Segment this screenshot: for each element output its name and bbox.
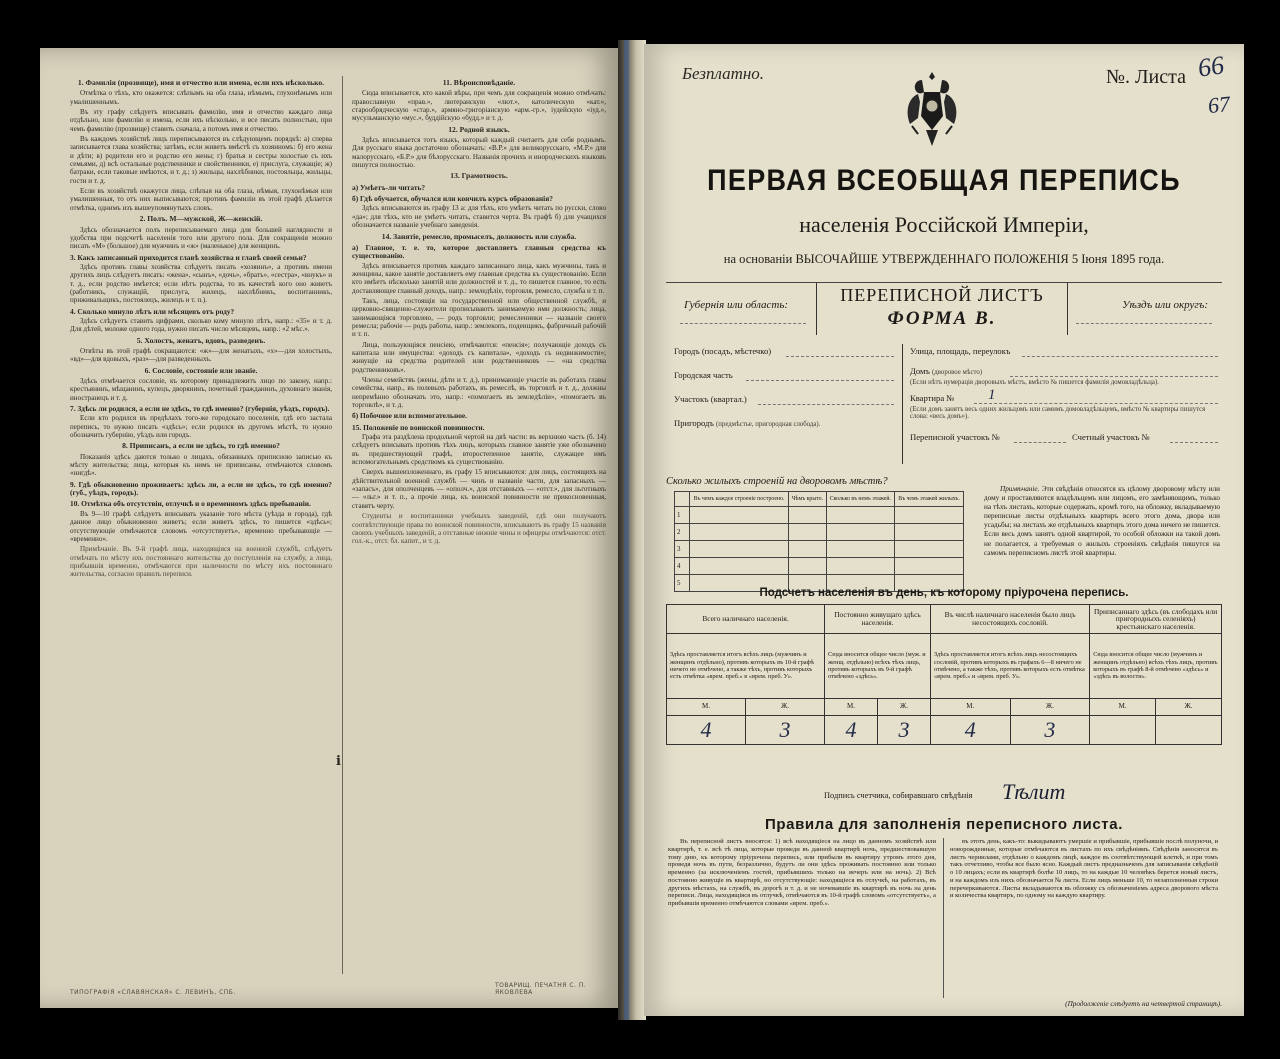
pop-header-peasant: Приписаннаго здѣсь (въ слободахъ или пригородныхъ селеніяхъ) крестьянскаго населенія. xyxy=(1090,605,1222,634)
heading-q10: 10. Отмѣтка объ отсутствіи, отлучкѣ и о временномъ здѣсь пребываніи. xyxy=(70,499,311,509)
para: Графа эта раздѣлена продольной чертой на двѣ части: въ верхнюю часть (б. 14) слѣдуетъ вписывать противъ тѣхъ лицъ, которыхъ главное занятіе уже обозначено въ предшествующей графѣ, второстепенное занятіе, служащее имъ вспомогательнымъ средствомъ къ существованію. xyxy=(352,433,606,467)
para: Студенты и воспитанники учебныхъ заведеній, гдѣ они получаютъ соотвѣтствующіе права по воинской повинности, вписываютъ въ графу 15 названія своихъ учебныхъ заведеній, а отставные нижніе чины и офицеры отмѣчаются: отст. гол.-к., отст. бл. капит., и т. д. xyxy=(352,512,606,546)
para: Если кто родился въ предѣлахъ того-же городскаго поселенія, гдѣ его застала перепись, то нужно писать «здѣсь»; если родился въ другомъ мѣстѣ, то нужно обозначить губернію, уѣздъ или городъ. xyxy=(70,414,332,440)
heading-q14: 14. Занятіе, ремесло, промыселъ, должность или служба. xyxy=(381,231,577,241)
heading-q11: 11. Вѣроисповѣданіе. xyxy=(442,78,516,87)
census-subtitle: населенія Россійской Имперіи, xyxy=(799,212,1089,237)
row-number: 4 xyxy=(675,558,690,575)
rules-column-1 xyxy=(668,838,936,996)
book-spine xyxy=(618,40,646,1020)
heading-q7: 7. Здѣсь ли родился, а если не здѣсь, то гдѣ именно? (губернія, уѣздъ, городъ). xyxy=(70,404,330,414)
houses-row xyxy=(675,524,964,541)
para: Здѣсь вписываются въ графу 13 а: для тѣхъ, кто умѣетъ читать по русски, слово «да»; для тѣхъ, кто не умѣетъ читать, ставится черта. Въ графѣ б) для учащихся обозначается названіе учебнаго заведенія. xyxy=(352,204,606,230)
cell[interactable] xyxy=(826,558,894,575)
printer-imprint-right: ТОВАРИЩ. ПЕЧАТНЯ С. П. ЯКОВЛЕВА xyxy=(495,982,587,996)
para: Въ каждомъ хозяйствѣ лицъ переписываются въ слѣдующемъ порядкѣ: а) сперва записывается глава хозяйства; затѣмъ, если живетъ вмѣстѣ съ хозяиномъ: б) его жена и дѣти; в) родители его и родство его жены; г) братья и сестры холостые съ ихъ семьями, д) всѣ остальные родственники и свойственники, е) прислуга, служащіе; ж) батраки, если таковые имѣются, и т. д.; з) жильцы, нахлѣбники, постояльцы, жильцы, гости и т. д. xyxy=(70,135,332,185)
cell[interactable] xyxy=(690,507,789,524)
street-fill[interactable] xyxy=(1022,356,1218,357)
sheet-number-handwritten-2: 67 xyxy=(1206,90,1232,119)
cell[interactable] xyxy=(788,507,826,524)
houses-row xyxy=(675,507,964,524)
para: Если въ хозяйствѣ окажутся лица, слѣпыя на оба глаза, нѣмыя, глухонѣмыя или умалишенныя, то отъ них выписываются; противъ фамиліи въ этой графѣ дѣлается отмѣтка, однимъ изъ вышеупомянутыхъ словъ. xyxy=(70,187,332,212)
spine-edge xyxy=(624,40,629,1020)
count-total-female[interactable]: 3 xyxy=(746,716,825,745)
para: Здѣсь отмѣчается сословіе, къ которому принадлежитъ лицо по закону, напр.: крестьянинъ, мѣщанинъ, купецъ, дворянинъ, почетный гражданинъ, духовнаго званія, иностранецъ и т. д. xyxy=(70,377,332,402)
printer-imprint-left: ТИПОГРАФІЯ «СЛАВЯНСКАЯ» С. ЛЕВИНЪ, СПБ. xyxy=(70,989,236,996)
cell[interactable] xyxy=(895,558,964,575)
count-section-fill[interactable] xyxy=(1170,442,1218,443)
house-fill[interactable] xyxy=(1010,376,1218,377)
left-column-1 xyxy=(70,76,332,974)
population-table xyxy=(666,604,1222,745)
para: Здѣсь вписывается тотъ языкъ, который каждый считаетъ для себя роднымъ. Для русскаго языка достаточно обозначать: «В.Р.» для великорусскаго, «М.Р.» для малорусскаго, «Б.Р.» для бѣлорусскаго. Названія прочихъ и инородческихъ языковъ пишутся полностью. xyxy=(352,136,606,170)
province-label: Губернія или область: xyxy=(684,299,789,311)
para: Члены семействъ (жены, дѣти и т. д.), принимающіе участіе въ работахъ главы семейства, напр., въ полевыхъ работахъ, въ ремеслѣ, въ торговлѣ и т. д., должны непремѣнно обозначать это, напр.: «помогаетъ въ земледѣліи», «помогаетъ въ торговлѣ», и т. д. xyxy=(352,376,606,410)
section-fill[interactable] xyxy=(758,404,894,405)
suburb-note: (предмѣстье, пригородная слобода). xyxy=(716,421,821,428)
count-nonestate-female[interactable]: 3 xyxy=(1010,716,1090,745)
houses-question: Сколько жилыхъ строеній на дворовомъ мѣстѣ? xyxy=(666,476,888,487)
houses-note xyxy=(984,485,1220,558)
suburb-text: Пригородъ xyxy=(674,418,714,428)
apartment-fill[interactable] xyxy=(974,403,1218,404)
rules-title: Правила для заполненія переписного листа. xyxy=(765,816,1123,833)
house-text: Домъ xyxy=(910,366,930,376)
cell[interactable] xyxy=(788,524,826,541)
column-divider xyxy=(342,76,343,974)
heading-q6: 6. Сословіе, состояніе или званіе. xyxy=(144,365,258,375)
cell[interactable] xyxy=(690,541,789,558)
heading-q13: 13. Грамотность. xyxy=(450,171,508,181)
double-headed-eagle-icon xyxy=(904,68,960,150)
houses-table xyxy=(674,491,964,592)
census-section-label: Переписной участокъ № xyxy=(910,432,1000,442)
cell[interactable] xyxy=(895,524,964,541)
female-label: Ж. xyxy=(746,699,825,716)
population-title: Подсчетъ населенія въ день, къ которому пріурочена перепись. xyxy=(759,587,1129,599)
house-label xyxy=(910,366,982,376)
suburb-label xyxy=(674,418,820,428)
cell[interactable] xyxy=(826,541,894,558)
heading-q8: 8. Приписанъ, а если не здѣсь, то гдѣ именно? xyxy=(122,441,280,451)
heading-q4: 4. Сколько минуло лѣтъ или мѣсяцевъ отъ роду? xyxy=(70,306,235,316)
para: Отмѣтка о тѣхъ, кто окажется: слѣпымъ на оба глаза, нѣмымъ, глухонѣмымъ или умалишеннымъ. xyxy=(70,89,332,106)
sheet-number-handwritten: 66 xyxy=(1196,50,1226,83)
heading-q14b: б) Побочное или вспомогательное. xyxy=(352,411,468,421)
heading-q1: 1. Фамилія (прозвище), имя и отчество или имена, если ихъ нѣсколько. xyxy=(77,78,325,87)
pop-desc: Сюда вносится общее число (муж. и женщ. отдѣльно) всѣхъ тѣхъ лицъ, противъ которыхъ въ 9-й графѣ отмѣчено «здѣсь». xyxy=(825,634,931,699)
right-page-form xyxy=(644,44,1244,1016)
city-part-label: Городская часть xyxy=(674,370,733,380)
section-label: Участокъ (квартал.) xyxy=(674,394,747,404)
apartment-label: Квартира № xyxy=(910,393,955,403)
house-hint: (Если нѣтъ нумерація дворовыхъ мѣстъ, вмѣсто № пишется фамилія домовладѣльца). xyxy=(910,379,1159,386)
para: Здѣсь вписывается противъ каждаго записаннаго лица, какъ мужчины, такъ и женщины, какое занятіе доставляетъ ему главныя средства къ существованію. Если кто имѣетъ нѣсколько занятій или должностей и т. д., то пишется главное, то есть доставляющее главный доходъ, напр.: земледѣліе, торговля, ремесло, служба и т. п. xyxy=(352,261,606,295)
note-head: Примѣчаніе. xyxy=(1000,485,1040,493)
female-label: Ж. xyxy=(1155,699,1221,716)
para: Здѣсь обозначается полъ переписываемаго лица для большей наглядности и удобства при подсчетѣ населенія того или другого пола. Для сокращенія можно писать «М» (большое) для мужчинъ и «ж» (маленькое) для женщинъ. xyxy=(70,225,332,251)
row-number: 3 xyxy=(675,541,690,558)
census-section-fill[interactable] xyxy=(1014,442,1066,443)
left-column-2 xyxy=(352,76,606,974)
para: Примѣчаніе. Въ 9-й графѣ лица, находящіяся на военной службѣ, слѣдуетъ отмѣчать по мѣсту ихъ постояннаго жительства до поступленія на службу, а лица, прибывшія временно, отмѣчаются при наличности по мѣсту ихъ постояннаго жительства, согласно правилъ переписи. xyxy=(70,545,332,579)
male-label: М. xyxy=(931,699,1011,716)
houses-header: Въ чемъ каждое строеніе построено. xyxy=(690,492,789,507)
rules-text: Въ переписной листъ вносятся: 1) всѣ находящіеся на лицо въ данномъ хозяйствѣ или квартирѣ, т. е. всѣ тѣ лица, которые проведи въ данной квартирѣ ночь, предшествовавшую тому дню, къ которому пріурочена перепись, или прибыли въ квартиру утромъ этого дня, проведя ночь въ пути, безразлично, будутъ ли они здѣсь проживать постоянно или только временно (за исключеніемъ гостей, прибывшихъ только на вечеръ или на ночь). 2) Всѣ постоянно живущіе въ квартирѣ, но отсутствующіе: находящіеся въ отлучкѣ, на работахъ, въ другихъ мѣстахъ, на службѣ, въ дорогѣ и т. д. и не ночевавшіе въ квартирѣ въ ночь на день переписи. Лица, находящіяся въ отлучкѣ, отмѣчаются въ 10-й графѣ словомъ «отсутствуетъ», а прибывшія временно отмѣчаются словами «врем. преб.». xyxy=(668,838,936,907)
houses-header: Въ чемъ этажей жилыхъ. xyxy=(895,492,964,507)
heading-q13b: б) Гдѣ обучается, обучался или кончилъ курсъ образованія? xyxy=(352,194,553,204)
count-section-label: Счетный участокъ № xyxy=(1072,432,1150,442)
para: Такъ, лица, состоящія на государственной или общественной службѣ, и церковно-священно-служители прописываютъ занимаемую ими должность; лица, занимающіяся торговлею, — родъ торговли; ремесленники — названіе своего ремесла; рабочіе — родъ работы, напр.: землекопъ, поденщикъ, фабричный рабочій и т. п. xyxy=(352,296,606,339)
house-note: (дворовое мѣсто) xyxy=(932,369,983,376)
free-label: Безплатно. xyxy=(682,64,765,83)
sheet-number-label: №. Листа xyxy=(1105,66,1186,88)
count-peasant-female[interactable] xyxy=(1155,716,1221,745)
para: Показанія здѣсь даются только о лицахъ, обязанныхъ приписною записью къ мѣсту жительства; лица, которыя къ нимъ не приписаны, отмѣчаются словомъ «нигдѣ». xyxy=(70,452,332,478)
town-label: Городъ (посадъ, мѣстечко) xyxy=(674,346,772,356)
heading-q9: 9. Гдѣ обыкновенно проживаетъ: здѣсь ли, а если не здѣсь, то гдѣ именно? (губ., уѣздъ, городъ). xyxy=(70,479,332,498)
heading-q14a: а) Главное, т. е. то, которое доставляетъ главныя средства къ существованію. xyxy=(352,242,606,261)
count-nonestate-male[interactable]: 4 xyxy=(931,716,1011,745)
form-subtitle: ФОРМА В. xyxy=(887,308,997,329)
district-fill[interactable] xyxy=(1076,323,1212,324)
row-number: 5 xyxy=(675,575,690,592)
census-title: ПЕРВАЯ ВСЕОБЩАЯ ПЕРЕПИСЬ xyxy=(707,164,1181,197)
cell[interactable] xyxy=(826,507,894,524)
left-page-instructions xyxy=(40,48,620,1008)
district-label: Уѣздъ или округъ: xyxy=(1122,299,1208,311)
cell[interactable] xyxy=(788,541,826,558)
heading-q2: 2. Полъ. М—мужской, Ж—женскій. xyxy=(139,214,263,224)
enumerator-signature: Тѣлит xyxy=(1002,779,1066,804)
para: Отвѣты въ этой графѣ сокращаются: «ж»—для женатыхъ, «х»—для холостыхъ, «вд»—для вдовыхъ, «раз»—для разведенныхъ. xyxy=(70,346,332,364)
cell[interactable] xyxy=(690,558,789,575)
province-fill[interactable] xyxy=(680,323,806,324)
pop-header-total: Всего наличнаго населенія. xyxy=(667,605,825,634)
apartment-value: 1 xyxy=(988,387,996,403)
heading-q13a: а) Умѣетъ-ли читать? xyxy=(352,182,426,192)
houses-note-text xyxy=(984,485,1220,558)
apartment-hint: (Если домъ занятъ весь одних жильцомъ или самимъ домовладѣльцемъ, вмѣсто № квартиры пишутся слова: «весь домъ»). xyxy=(910,406,1206,420)
count-peasant-male[interactable] xyxy=(1090,716,1156,745)
address-block xyxy=(666,344,1222,464)
province-row xyxy=(666,282,1222,337)
pop-desc: Сюда вносится общее число (мужчинъ и женщинъ отдѣльно) всѣхъ тѣхъ лицъ, противъ которыхъ въ графѣ 8-й отмѣчено «здѣсь» и «здѣсь въ волости». xyxy=(1090,634,1222,699)
cell[interactable] xyxy=(895,541,964,558)
cell[interactable] xyxy=(826,524,894,541)
heading-q12: 12. Родной языкъ. xyxy=(448,124,510,134)
city-part-fill[interactable] xyxy=(746,380,894,381)
male-label: М. xyxy=(825,699,878,716)
rules-text: въ этотъ день, какъ-то: выкидываютъ умершіе и прибывшіе, прибывшіе послѣ полуночи, и новорожденные, которые отмѣчаются въ листахъ по ихъ свѣдѣніямъ. Свѣдѣнія заносятся въ листъ чернилами, отдѣльно о каждомъ лицѣ, каждое въ соотвѣтствующей клеткѣ, и при томъ такъ отчетливо, чтобы все было ясно. Каждый листъ предназначенъ для записыванія свѣдѣній о 10 лицахъ; если въ квартирѣ болѣе 10 лицъ, то на каждые 10 человѣкъ берется новый листъ, и на каждомъ изъ нихъ обозначается № листа. Если лицъ меньше 10, то незаполненныя строки перечеркиваются. Листы вкладываются въ обложку съ обозначеніемъ адреса дворового мѣста и количества квартиръ, по одному на каждую квартиру. xyxy=(950,838,1218,900)
pop-desc: Здѣсь проставляется итогъ всѣхъ лицъ несостоящихъ сословій, противъ которыхъ въ графахъ 6—8 ничего не отмѣчено, а также тѣхъ, противъ которыхъ есть отмѣтка «врем. преб.» и «врем. преб. У». xyxy=(931,634,1090,699)
row-number: 2 xyxy=(675,524,690,541)
para: Здѣсь слѣдуетъ ставить цифрами, сколько кому минуло лѣтъ, напр.: «35» и т. д. Для дѣтей, моложе одного года, нужно писать число мѣсяцевъ, напр.: «2 мѣс.». xyxy=(70,316,332,334)
form-title-box xyxy=(816,283,1068,335)
houses-row xyxy=(675,541,964,558)
female-label: Ж. xyxy=(1010,699,1090,716)
rules-divider xyxy=(943,838,944,998)
para: Въ 9—10 графѣ слѣдуетъ вписывать указаніе того мѣста (уѣзда и города), гдѣ данное лицо обыкновенно живетъ; если живетъ здѣсь, то пишется «здѣсь»; отсутствующіе отмѣчаются словомъ «отсутствуетъ», временно пребывающіе — «временно». xyxy=(70,509,332,543)
heading-q15: 15. Положеніе по воинской повинности. xyxy=(352,422,485,432)
heading-q3: 3. Какъ записанный приходится главѣ хозяйства и главѣ своей семьи? xyxy=(70,252,307,262)
para: Здѣсь противъ главы хозяйства слѣдуетъ писать «хозяинъ», а противъ имени другихъ лицъ слѣдуетъ писать: «жена», «сынъ», «дочь», «братъ», «сестра», «внукъ» и т. д., если родство имѣется; если нѣтъ родства, то въ качествѣ кого оно живетъ (работникъ, служащій, прислуга, жилецъ, нахлѣбникъ, воспитанникъ, приживальщикъ, постоялецъ, жилецъ и т. п.). xyxy=(70,262,332,305)
female-label: Ж. xyxy=(878,699,931,716)
houses-header: Чѣмъ крыто. xyxy=(788,492,826,507)
cell[interactable] xyxy=(690,524,789,541)
para: Лица, пользующіяся пенсіею, отмѣчаются: «пенсія»; получающіе доходъ съ капитала или имущества: «доходъ съ капитала», «доходъ съ недвижимости»; живущіе на средства родителей или родственниковъ — «на средства родственниковъ». xyxy=(352,340,606,374)
cell[interactable] xyxy=(788,558,826,575)
houses-row xyxy=(675,558,964,575)
form-title: ПЕРЕПИСНОЙ ЛИСТЪ xyxy=(840,285,1044,305)
male-label: М. xyxy=(667,699,746,716)
cell[interactable] xyxy=(895,507,964,524)
para: Сюда вписывается, кто какой вѣры, при чемъ для сокращенія можно отмѣчать: православную «прав.», лютеранскую «лют.», католическую «кат.», старообрядческую «стар.», армяно-григоріанскую «арм.-гр.», іудейскую «іуд.», мусульманскую «мус.», буддійскую «будд.» и т. д. xyxy=(352,89,606,123)
count-total-male[interactable]: 4 xyxy=(667,716,746,745)
houses-header: Сколько въ немъ этажей. xyxy=(826,492,894,507)
pop-header-nonestate: Въ числѣ наличнаго населенія было лицъ несостоящихъ сословій. xyxy=(931,605,1090,634)
marginal-mark: ⅰ xyxy=(336,753,341,768)
para: Сверхъ вышеизложеннаго, въ графу 15 вписываются: для лицъ, состоящихъ на дѣйствительной военной службѣ — чинъ и названіе части, для запасныхъ — «запасъ», для ополченцевъ — «ополч.», для отставныхъ — «отст.», для льготныхъ — «льг.» и т. п., а прочіе лица, къ воинской повинности не прикосновенныя, ставятъ черту. xyxy=(352,468,606,510)
legal-basis: на основаніи ВЫСОЧАЙШЕ УТВЕРЖДЕННАГО ПОЛОЖЕНІЯ 5 Іюня 1895 года. xyxy=(723,252,1165,266)
row-number: 1 xyxy=(675,507,690,524)
count-resident-female[interactable]: 3 xyxy=(878,716,931,745)
note-body: Эти свѣдѣнія относятся къ цѣлому дворовому мѣсту или дому и проставляются владѣльцемъ или лицомъ, его замѣняющимъ, только на тѣхъ листахъ, которые содержать, кромѣ того, на обложку, вкладываемую переписные листы отдѣльныхъ квартиръ всего этого дома, двора или усадьбы; на листахъ же отдѣльныхъ квартиръ этого дома ничего не пишется. Если весь домъ занятъ одной квартирой, то особой обложки на такой домъ не полагается, а требуемыя о жилыхъ строеніяхъ свѣдѣнія пишутся на самомъ переписномъ листѣ этой квартиры. xyxy=(984,485,1221,557)
para: Въ эту графу слѣдуетъ вписывать фамилію, имя и отчество каждаго лица отдѣльно, или фамилію и имена, если ихъ нѣсколько, и все писать полностью, при чемъ фамилію (прозвище) ставить сначала, а потомъ имя и отчество. xyxy=(70,108,332,133)
street-label: Улица, площадь, переулокъ xyxy=(910,346,1011,356)
count-resident-male[interactable]: 4 xyxy=(825,716,878,745)
enumerator-signature-label: Подпись счетчика, собиравшаго свѣдѣнія xyxy=(824,791,973,800)
address-left xyxy=(666,344,903,464)
continued-note: (Продолженіе слѣдуетъ на четвертой страницѣ). xyxy=(1065,1000,1222,1008)
houses-header-no xyxy=(675,492,690,507)
rules-column-2 xyxy=(950,838,1218,996)
male-label: М. xyxy=(1090,699,1156,716)
pop-desc: Здѣсь проставляется итогъ всѣхъ лицъ (мужчинъ и женщинъ отдѣльно), противъ которыхъ въ 10-й графѣ ничего не отмѣчено, а также тѣхъ, противъ которыхъ есть отмѣтка «врем. преб.» в «врем. преб. У». xyxy=(667,634,825,699)
heading-q5: 5. Холостъ, женатъ, вдовъ, разведенъ. xyxy=(136,335,266,345)
town-fill[interactable] xyxy=(786,356,894,357)
pop-header-resident: Постоянно живущаго здѣсь населенія. xyxy=(825,605,931,634)
